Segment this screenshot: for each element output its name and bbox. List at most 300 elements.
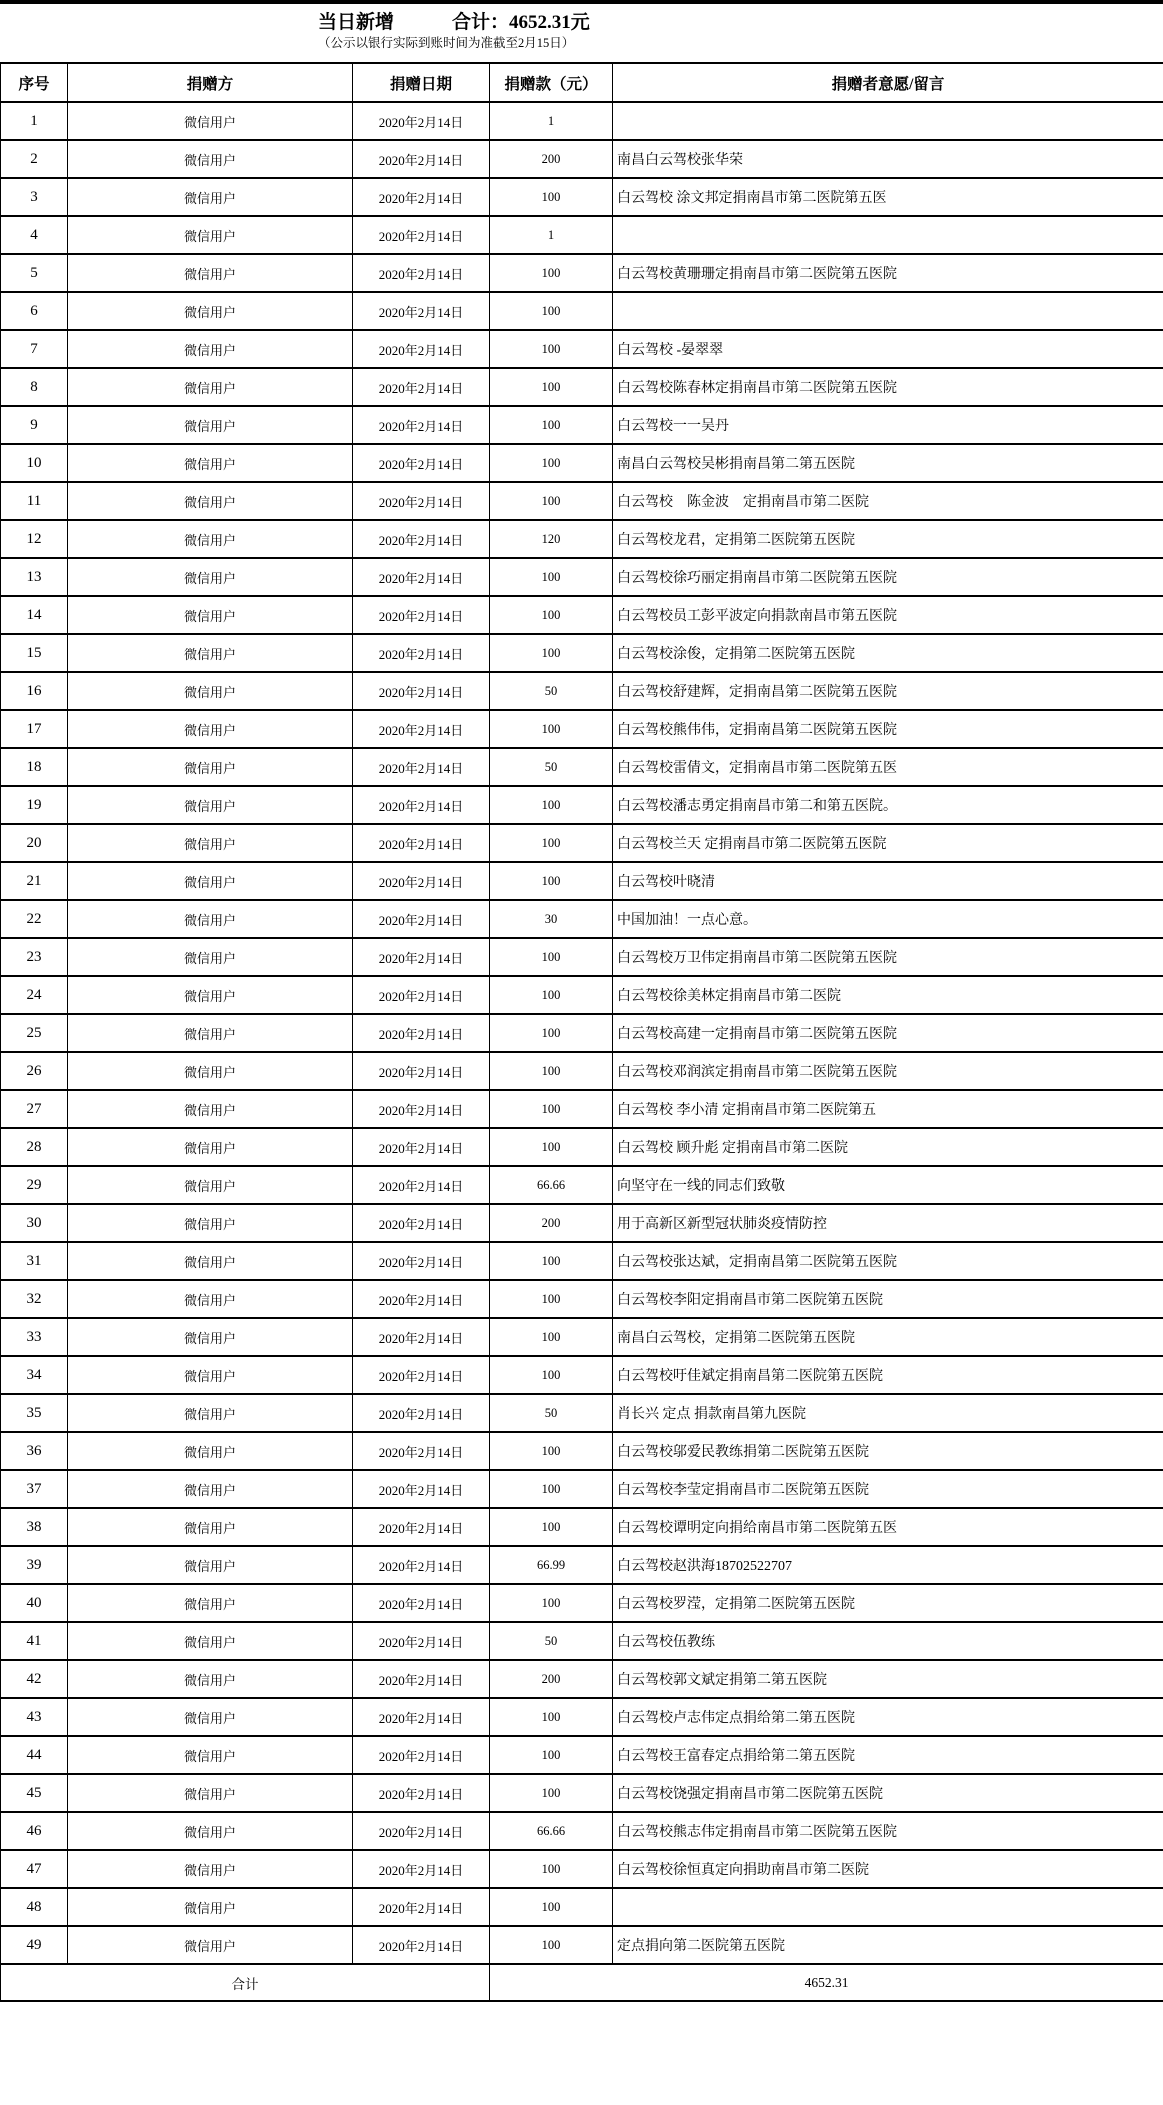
message-cell: 白云驾校一一吴丹 xyxy=(613,406,1163,444)
table-row xyxy=(1,1546,1163,1584)
date-cell: 2020年2月14日 xyxy=(353,102,490,140)
amount-cell: 100 xyxy=(490,634,613,672)
donor-cell: 微信用户 xyxy=(68,1888,353,1926)
donor-cell: 微信用户 xyxy=(68,1014,353,1052)
table-row xyxy=(1,1432,1163,1470)
donor-cell: 微信用户 xyxy=(68,900,353,938)
date-cell: 2020年2月14日 xyxy=(353,634,490,672)
message-cell: 南昌白云驾校，定捐第二医院第五医院 xyxy=(613,1318,1163,1356)
amount-cell: 120 xyxy=(490,520,613,558)
date-cell: 2020年2月14日 xyxy=(353,1242,490,1280)
donor-cell: 微信用户 xyxy=(68,1470,353,1508)
table-row xyxy=(1,178,1163,216)
date-cell: 2020年2月14日 xyxy=(353,596,490,634)
date-cell: 2020年2月14日 xyxy=(353,1698,490,1736)
donor-cell: 微信用户 xyxy=(68,938,353,976)
table-row xyxy=(1,824,1163,862)
amount-cell: 100 xyxy=(490,1014,613,1052)
row-number-cell: 4 xyxy=(1,216,68,254)
row-number-cell: 1 xyxy=(1,102,68,140)
amount-cell: 200 xyxy=(490,1204,613,1242)
table-row xyxy=(1,1660,1163,1698)
row-number-cell: 15 xyxy=(1,634,68,672)
row-number-cell: 49 xyxy=(1,1926,68,1964)
table-row xyxy=(1,710,1163,748)
donor-cell: 微信用户 xyxy=(68,520,353,558)
date-cell: 2020年2月14日 xyxy=(353,368,490,406)
title-block xyxy=(0,4,1163,62)
donor-cell: 微信用户 xyxy=(68,634,353,672)
donor-cell: 微信用户 xyxy=(68,1128,353,1166)
message-cell: 白云驾校 -晏翠翠 xyxy=(613,330,1163,368)
title-label: 当日新增 xyxy=(318,12,395,33)
donor-cell: 微信用户 xyxy=(68,1850,353,1888)
donor-cell: 微信用户 xyxy=(68,216,353,254)
row-number-cell: 20 xyxy=(1,824,68,862)
table-row xyxy=(1,1850,1163,1888)
donor-cell: 微信用户 xyxy=(68,178,353,216)
row-number-cell: 5 xyxy=(1,254,68,292)
message-cell xyxy=(613,292,1163,330)
amount-cell: 100 xyxy=(490,1280,613,1318)
message-cell: 白云驾校张达斌，定捐南昌第二医院第五医院 xyxy=(613,1242,1163,1280)
row-number-cell: 16 xyxy=(1,672,68,710)
donor-cell: 微信用户 xyxy=(68,1090,353,1128)
donor-cell: 微信用户 xyxy=(68,1394,353,1432)
table-row xyxy=(1,558,1163,596)
message-cell: 白云驾校卢志伟定点捐给第二第五医院 xyxy=(613,1698,1163,1736)
header-donor: 捐赠方 xyxy=(68,63,353,102)
date-cell: 2020年2月14日 xyxy=(353,1926,490,1964)
table-row xyxy=(1,976,1163,1014)
table-row xyxy=(1,1736,1163,1774)
row-number-cell: 40 xyxy=(1,1584,68,1622)
amount-cell: 66.99 xyxy=(490,1546,613,1584)
donor-cell: 微信用户 xyxy=(68,862,353,900)
date-cell: 2020年2月14日 xyxy=(353,1660,490,1698)
row-number-cell: 33 xyxy=(1,1318,68,1356)
message-cell: 白云驾校李阳定捐南昌市第二医院第五医院 xyxy=(613,1280,1163,1318)
donor-cell: 微信用户 xyxy=(68,330,353,368)
message-cell: 白云驾校叶晓清 xyxy=(613,862,1163,900)
table-row xyxy=(1,102,1163,140)
message-cell: 中国加油！一点心意。 xyxy=(613,900,1163,938)
date-cell: 2020年2月14日 xyxy=(353,976,490,1014)
row-number-cell: 42 xyxy=(1,1660,68,1698)
amount-cell: 66.66 xyxy=(490,1812,613,1850)
message-cell: 白云驾校高建一定捐南昌市第二医院第五医院 xyxy=(613,1014,1163,1052)
date-cell: 2020年2月14日 xyxy=(353,1850,490,1888)
amount-cell: 100 xyxy=(490,1432,613,1470)
header-amount: 捐赠款（元） xyxy=(490,63,613,102)
message-cell: 白云驾校吁佳斌定捐南昌第二医院第五医院 xyxy=(613,1356,1163,1394)
amount-cell: 100 xyxy=(490,1128,613,1166)
donor-cell: 微信用户 xyxy=(68,1926,353,1964)
table-row xyxy=(1,292,1163,330)
amount-cell: 100 xyxy=(490,1736,613,1774)
message-cell: 白云驾校 顾升彪 定捐南昌市第二医院 xyxy=(613,1128,1163,1166)
row-number-cell: 6 xyxy=(1,292,68,330)
row-number-cell: 8 xyxy=(1,368,68,406)
donor-cell: 微信用户 xyxy=(68,1584,353,1622)
message-cell xyxy=(613,216,1163,254)
date-cell: 2020年2月14日 xyxy=(353,1888,490,1926)
donor-cell: 微信用户 xyxy=(68,368,353,406)
footer-total-value: 4652.31 xyxy=(490,1964,1163,2001)
table-row xyxy=(1,1774,1163,1812)
date-cell: 2020年2月14日 xyxy=(353,1014,490,1052)
date-cell: 2020年2月14日 xyxy=(353,1318,490,1356)
donor-cell: 微信用户 xyxy=(68,596,353,634)
amount-cell: 100 xyxy=(490,1356,613,1394)
table-row xyxy=(1,368,1163,406)
donor-cell: 微信用户 xyxy=(68,1508,353,1546)
row-number-cell: 10 xyxy=(1,444,68,482)
table-row xyxy=(1,1394,1163,1432)
date-cell: 2020年2月14日 xyxy=(353,900,490,938)
message-cell: 用于高新区新型冠状肺炎疫情防控 xyxy=(613,1204,1163,1242)
donor-cell: 微信用户 xyxy=(68,406,353,444)
row-number-cell: 38 xyxy=(1,1508,68,1546)
date-cell: 2020年2月14日 xyxy=(353,1204,490,1242)
table-row xyxy=(1,1166,1163,1204)
header-row xyxy=(1,63,1163,102)
amount-cell: 100 xyxy=(490,178,613,216)
row-number-cell: 36 xyxy=(1,1432,68,1470)
donor-cell: 微信用户 xyxy=(68,748,353,786)
message-cell: 白云驾校万卫伟定捐南昌市第二医院第五医院 xyxy=(613,938,1163,976)
message-cell: 白云驾校陈春林定捐南昌市第二医院第五医院 xyxy=(613,368,1163,406)
table-row xyxy=(1,1470,1163,1508)
donor-cell: 微信用户 xyxy=(68,1166,353,1204)
date-cell: 2020年2月14日 xyxy=(353,444,490,482)
row-number-cell: 44 xyxy=(1,1736,68,1774)
amount-cell: 50 xyxy=(490,1622,613,1660)
donor-cell: 微信用户 xyxy=(68,1736,353,1774)
message-cell: 白云驾校涂俊，定捐第二医院第五医院 xyxy=(613,634,1163,672)
date-cell: 2020年2月14日 xyxy=(353,862,490,900)
table-row xyxy=(1,482,1163,520)
row-number-cell: 19 xyxy=(1,786,68,824)
table-body xyxy=(1,102,1163,1964)
message-cell xyxy=(613,1888,1163,1926)
date-cell: 2020年2月14日 xyxy=(353,406,490,444)
amount-cell: 66.66 xyxy=(490,1166,613,1204)
donor-cell: 微信用户 xyxy=(68,1242,353,1280)
row-number-cell: 3 xyxy=(1,178,68,216)
date-cell: 2020年2月14日 xyxy=(353,672,490,710)
row-number-cell: 41 xyxy=(1,1622,68,1660)
message-cell: 白云驾校邬爱民教练捐第二医院第五医院 xyxy=(613,1432,1163,1470)
table-row xyxy=(1,1204,1163,1242)
row-number-cell: 28 xyxy=(1,1128,68,1166)
donor-cell: 微信用户 xyxy=(68,482,353,520)
amount-cell: 100 xyxy=(490,444,613,482)
date-cell: 2020年2月14日 xyxy=(353,1812,490,1850)
date-cell: 2020年2月14日 xyxy=(353,1622,490,1660)
donor-cell: 微信用户 xyxy=(68,1052,353,1090)
row-number-cell: 24 xyxy=(1,976,68,1014)
table-row xyxy=(1,444,1163,482)
message-cell: 白云驾校 陈金波 定捐南昌市第二医院 xyxy=(613,482,1163,520)
amount-cell: 100 xyxy=(490,1508,613,1546)
date-cell: 2020年2月14日 xyxy=(353,1394,490,1432)
footer-row xyxy=(1,1964,1163,2001)
message-cell: 南昌白云驾校吴彬捐南昌第二第五医院 xyxy=(613,444,1163,482)
donor-cell: 微信用户 xyxy=(68,140,353,178)
row-number-cell: 11 xyxy=(1,482,68,520)
donor-cell: 微信用户 xyxy=(68,1546,353,1584)
row-number-cell: 26 xyxy=(1,1052,68,1090)
table-row xyxy=(1,1356,1163,1394)
table-row xyxy=(1,1812,1163,1850)
message-cell: 定点捐向第二医院第五医院 xyxy=(613,1926,1163,1964)
table-row xyxy=(1,1052,1163,1090)
donor-cell: 微信用户 xyxy=(68,444,353,482)
table-row xyxy=(1,748,1163,786)
message-cell: 白云驾校舒建辉，定捐南昌第二医院第五医院 xyxy=(613,672,1163,710)
donor-cell: 微信用户 xyxy=(68,786,353,824)
amount-cell: 100 xyxy=(490,976,613,1014)
amount-cell: 100 xyxy=(490,406,613,444)
donor-cell: 微信用户 xyxy=(68,558,353,596)
amount-cell: 100 xyxy=(490,1052,613,1090)
amount-cell: 100 xyxy=(490,1774,613,1812)
donor-cell: 微信用户 xyxy=(68,254,353,292)
table-footer xyxy=(1,1964,1163,2001)
row-number-cell: 37 xyxy=(1,1470,68,1508)
amount-cell: 100 xyxy=(490,824,613,862)
row-number-cell: 32 xyxy=(1,1280,68,1318)
message-cell: 白云驾校王富春定点捐给第二第五医院 xyxy=(613,1736,1163,1774)
row-number-cell: 48 xyxy=(1,1888,68,1926)
row-number-cell: 21 xyxy=(1,862,68,900)
donor-cell: 微信用户 xyxy=(68,824,353,862)
amount-cell: 100 xyxy=(490,1698,613,1736)
row-number-cell: 45 xyxy=(1,1774,68,1812)
donor-cell: 微信用户 xyxy=(68,1432,353,1470)
row-number-cell: 17 xyxy=(1,710,68,748)
table-row xyxy=(1,672,1163,710)
amount-cell: 200 xyxy=(490,1660,613,1698)
row-number-cell: 13 xyxy=(1,558,68,596)
amount-cell: 100 xyxy=(490,1584,613,1622)
title-total: 合计：4652.31元 xyxy=(452,12,590,33)
amount-cell: 100 xyxy=(490,1926,613,1964)
date-cell: 2020年2月14日 xyxy=(353,216,490,254)
date-cell: 2020年2月14日 xyxy=(353,330,490,368)
message-cell: 白云驾校 涂文邦定捐南昌市第二医院第五医 xyxy=(613,178,1163,216)
message-cell: 白云驾校谭明定向捐给南昌市第二医院第五医 xyxy=(613,1508,1163,1546)
row-number-cell: 34 xyxy=(1,1356,68,1394)
row-number-cell: 35 xyxy=(1,1394,68,1432)
message-cell: 白云驾校龙君，定捐第二医院第五医院 xyxy=(613,520,1163,558)
table-row xyxy=(1,216,1163,254)
message-cell: 向坚守在一线的同志们致敬 xyxy=(613,1166,1163,1204)
message-cell: 白云驾校员工彭平波定向捐款南昌市第五医院 xyxy=(613,596,1163,634)
amount-cell: 100 xyxy=(490,1242,613,1280)
row-number-cell: 12 xyxy=(1,520,68,558)
donor-cell: 微信用户 xyxy=(68,1660,353,1698)
page-title xyxy=(318,11,1163,35)
row-number-cell: 43 xyxy=(1,1698,68,1736)
amount-cell: 100 xyxy=(490,1850,613,1888)
message-cell: 肖长兴 定点 捐款南昌第九医院 xyxy=(613,1394,1163,1432)
footer-total-label: 合计 xyxy=(1,1964,490,2001)
date-cell: 2020年2月14日 xyxy=(353,178,490,216)
donor-cell: 微信用户 xyxy=(68,1318,353,1356)
row-number-cell: 25 xyxy=(1,1014,68,1052)
header-date: 捐赠日期 xyxy=(353,63,490,102)
table-row xyxy=(1,1318,1163,1356)
table-row xyxy=(1,254,1163,292)
message-cell: 白云驾校邓润滨定捐南昌市第二医院第五医院 xyxy=(613,1052,1163,1090)
message-cell: 白云驾校赵洪海18702522707 xyxy=(613,1546,1163,1584)
header-message: 捐赠者意愿/留言 xyxy=(613,63,1163,102)
row-number-cell: 9 xyxy=(1,406,68,444)
row-number-cell: 2 xyxy=(1,140,68,178)
date-cell: 2020年2月14日 xyxy=(353,1090,490,1128)
row-number-cell: 46 xyxy=(1,1812,68,1850)
message-cell: 白云驾校李莹定捐南昌市二医院第五医院 xyxy=(613,1470,1163,1508)
table-row xyxy=(1,1622,1163,1660)
message-cell: 白云驾校郭文斌定捐第二第五医院 xyxy=(613,1660,1163,1698)
date-cell: 2020年2月14日 xyxy=(353,786,490,824)
amount-cell: 1 xyxy=(490,216,613,254)
row-number-cell: 30 xyxy=(1,1204,68,1242)
date-cell: 2020年2月14日 xyxy=(353,1774,490,1812)
date-cell: 2020年2月14日 xyxy=(353,1736,490,1774)
message-cell: 白云驾校饶强定捐南昌市第二医院第五医院 xyxy=(613,1774,1163,1812)
table-row xyxy=(1,1090,1163,1128)
date-cell: 2020年2月14日 xyxy=(353,1356,490,1394)
row-number-cell: 31 xyxy=(1,1242,68,1280)
amount-cell: 30 xyxy=(490,900,613,938)
message-cell: 白云驾校熊伟伟，定捐南昌第二医院第五医院 xyxy=(613,710,1163,748)
amount-cell: 100 xyxy=(490,1090,613,1128)
donor-cell: 微信用户 xyxy=(68,710,353,748)
row-number-cell: 14 xyxy=(1,596,68,634)
date-cell: 2020年2月14日 xyxy=(353,1508,490,1546)
date-cell: 2020年2月14日 xyxy=(353,254,490,292)
donor-cell: 微信用户 xyxy=(68,1774,353,1812)
message-cell: 白云驾校 李小清 定捐南昌市第二医院第五 xyxy=(613,1090,1163,1128)
table-row xyxy=(1,1508,1163,1546)
message-cell: 南昌白云驾校张华荣 xyxy=(613,140,1163,178)
table-row xyxy=(1,1698,1163,1736)
header-no: 序号 xyxy=(1,63,68,102)
amount-cell: 200 xyxy=(490,140,613,178)
row-number-cell: 39 xyxy=(1,1546,68,1584)
message-cell xyxy=(613,102,1163,140)
date-cell: 2020年2月14日 xyxy=(353,292,490,330)
message-cell: 白云驾校徐巧丽定捐南昌市第二医院第五医院 xyxy=(613,558,1163,596)
date-cell: 2020年2月14日 xyxy=(353,1432,490,1470)
table-header xyxy=(1,63,1163,102)
date-cell: 2020年2月14日 xyxy=(353,1052,490,1090)
message-cell: 白云驾校潘志勇定捐南昌市第二和第五医院。 xyxy=(613,786,1163,824)
table-row xyxy=(1,406,1163,444)
amount-cell: 50 xyxy=(490,748,613,786)
amount-cell: 100 xyxy=(490,710,613,748)
page-subtitle: （公示以银行实际到账时间为准截至2月15日） xyxy=(318,36,575,50)
amount-cell: 100 xyxy=(490,368,613,406)
date-cell: 2020年2月14日 xyxy=(353,520,490,558)
message-cell: 白云驾校熊志伟定捐南昌市第二医院第五医院 xyxy=(613,1812,1163,1850)
table-row xyxy=(1,786,1163,824)
amount-cell: 100 xyxy=(490,482,613,520)
table-row xyxy=(1,1584,1163,1622)
table-row xyxy=(1,1128,1163,1166)
donor-cell: 微信用户 xyxy=(68,1622,353,1660)
donor-cell: 微信用户 xyxy=(68,672,353,710)
table-row xyxy=(1,140,1163,178)
amount-cell: 100 xyxy=(490,1318,613,1356)
date-cell: 2020年2月14日 xyxy=(353,1280,490,1318)
amount-cell: 100 xyxy=(490,254,613,292)
amount-cell: 100 xyxy=(490,1470,613,1508)
row-number-cell: 29 xyxy=(1,1166,68,1204)
date-cell: 2020年2月14日 xyxy=(353,1470,490,1508)
date-cell: 2020年2月14日 xyxy=(353,482,490,520)
table-row xyxy=(1,634,1163,672)
table-row xyxy=(1,330,1163,368)
row-number-cell: 18 xyxy=(1,748,68,786)
message-cell: 白云驾校伍教练 xyxy=(613,1622,1163,1660)
date-cell: 2020年2月14日 xyxy=(353,748,490,786)
amount-cell: 1 xyxy=(490,102,613,140)
row-number-cell: 27 xyxy=(1,1090,68,1128)
amount-cell: 100 xyxy=(490,786,613,824)
row-number-cell: 22 xyxy=(1,900,68,938)
date-cell: 2020年2月14日 xyxy=(353,558,490,596)
donor-cell: 微信用户 xyxy=(68,1698,353,1736)
date-cell: 2020年2月14日 xyxy=(353,824,490,862)
row-number-cell: 47 xyxy=(1,1850,68,1888)
date-cell: 2020年2月14日 xyxy=(353,140,490,178)
amount-cell: 50 xyxy=(490,1394,613,1432)
date-cell: 2020年2月14日 xyxy=(353,1546,490,1584)
table-row xyxy=(1,520,1163,558)
table-row xyxy=(1,1280,1163,1318)
donor-cell: 微信用户 xyxy=(68,1812,353,1850)
table-row xyxy=(1,938,1163,976)
row-number-cell: 23 xyxy=(1,938,68,976)
message-cell: 白云驾校雷倩文，定捐南昌市第二医院第五医 xyxy=(613,748,1163,786)
donor-cell: 微信用户 xyxy=(68,1280,353,1318)
amount-cell: 100 xyxy=(490,938,613,976)
table-row xyxy=(1,862,1163,900)
donation-table xyxy=(0,62,1163,2002)
amount-cell: 100 xyxy=(490,596,613,634)
date-cell: 2020年2月14日 xyxy=(353,938,490,976)
table-row xyxy=(1,1014,1163,1052)
amount-cell: 50 xyxy=(490,672,613,710)
amount-cell: 100 xyxy=(490,862,613,900)
donor-cell: 微信用户 xyxy=(68,1204,353,1242)
table-row xyxy=(1,900,1163,938)
amount-cell: 100 xyxy=(490,1888,613,1926)
date-cell: 2020年2月14日 xyxy=(353,1166,490,1204)
table-row xyxy=(1,1926,1163,1964)
amount-cell: 100 xyxy=(490,558,613,596)
message-cell: 白云驾校黄珊珊定捐南昌市第二医院第五医院 xyxy=(613,254,1163,292)
donor-cell: 微信用户 xyxy=(68,1356,353,1394)
table-row xyxy=(1,1888,1163,1926)
donor-cell: 微信用户 xyxy=(68,976,353,1014)
amount-cell: 100 xyxy=(490,292,613,330)
date-cell: 2020年2月14日 xyxy=(353,1128,490,1166)
